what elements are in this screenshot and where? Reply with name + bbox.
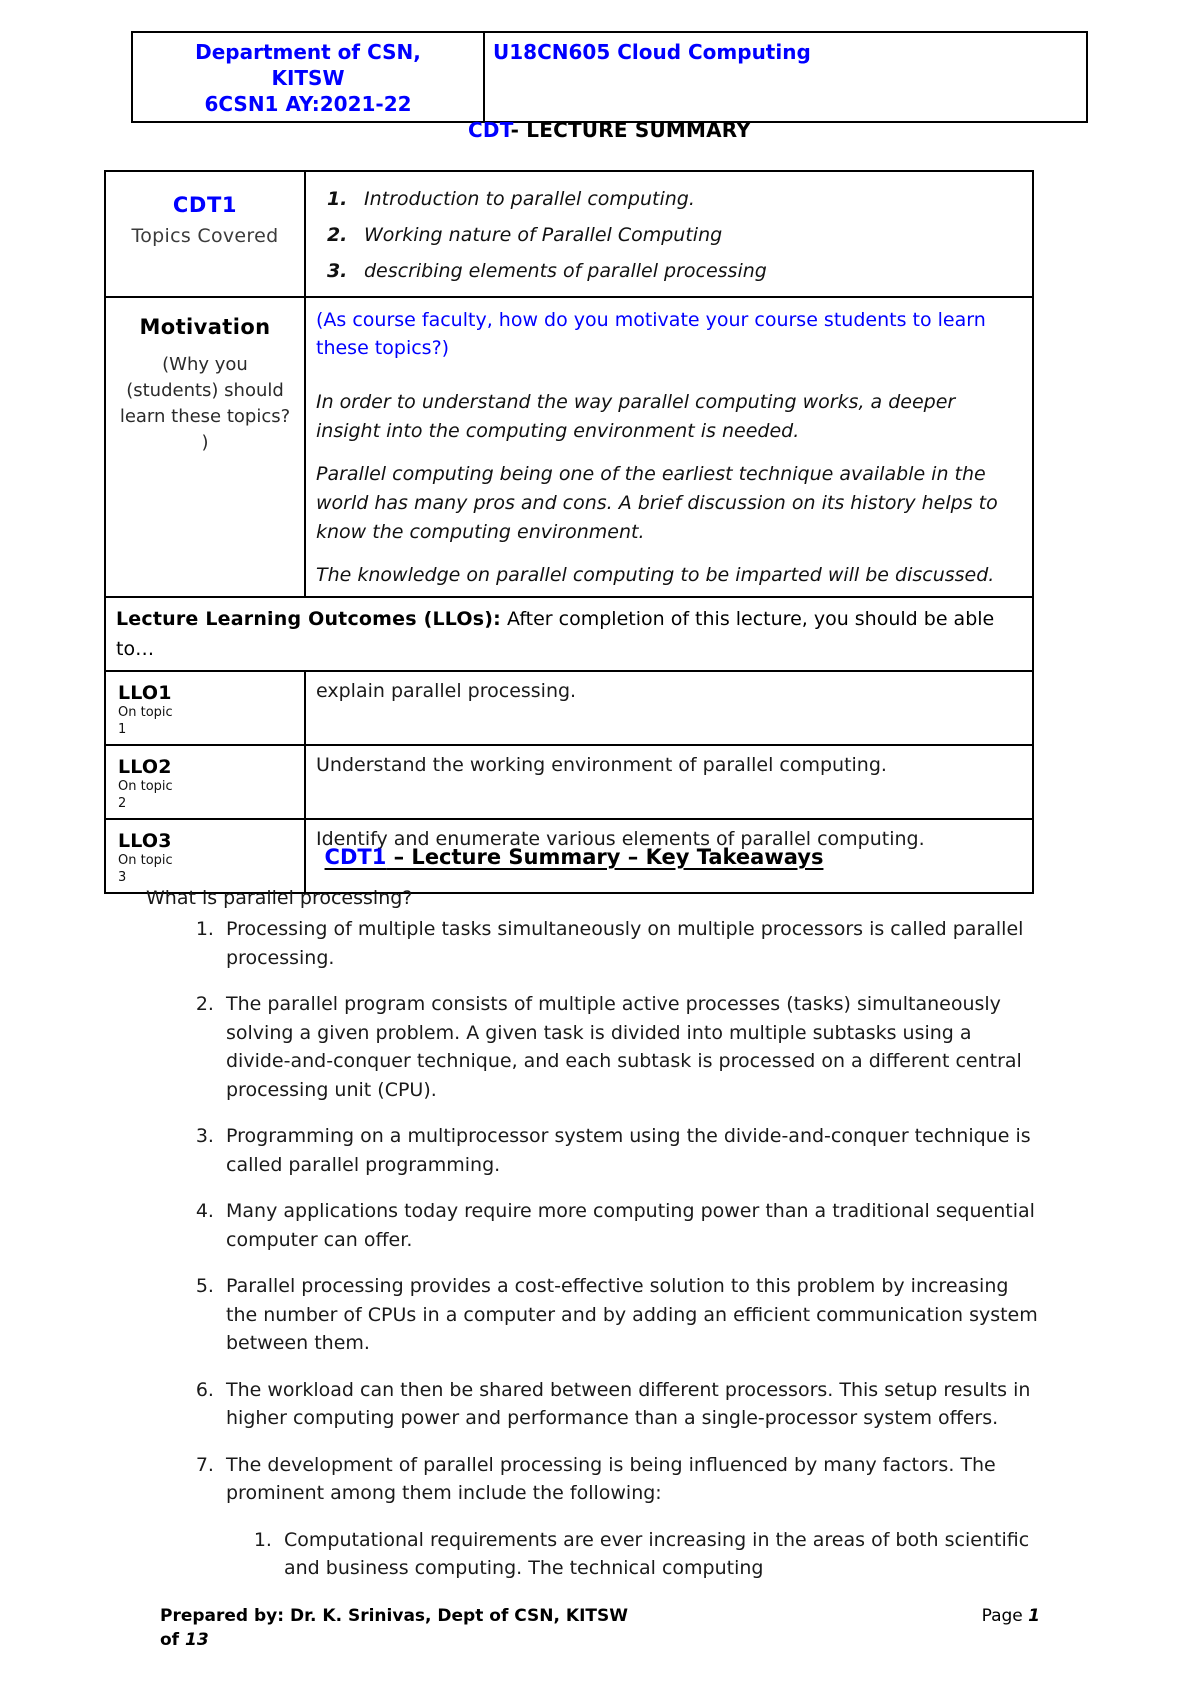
list-item [220,1451,1040,1583]
document-title [131,118,1088,142]
key-takeaways-title [104,845,1044,869]
list-item: 3. Programming on a multiprocessor system using the divide-and-conquer technique is called parallel programming. [220,1122,1040,1179]
llo-tag: LLO2 [118,756,172,778]
llo-tag-cell [105,745,305,819]
topics-label-cell [105,171,305,297]
key-takeaways-title-prefix: CDT1 [324,845,387,869]
motivation-heading: Motivation [139,315,271,339]
topics-content-cell [305,171,1033,297]
list-item: 6. The workload can then be shared between different processors. This setup results in higher computing power and performance than a single-processor system offers. [220,1376,1040,1433]
llo-topic-number: 2 [118,796,127,811]
key-takeaways-intro: What is parallel processing? [146,887,413,909]
llo-topic-number: 1 [118,722,127,737]
llo-text-cell: Understand the working environment of parallel computing. [305,745,1033,819]
llo-header-rest: After completion of this lecture, you should be able to… [116,608,995,660]
list-item: 4. Many applications today require more computing power than a traditional sequential computer can offer. [220,1197,1040,1254]
topics-row [105,171,1033,297]
header-table [131,31,1088,123]
header-department-cell [132,32,484,122]
llo-text-cell: explain parallel processing. [305,671,1033,745]
llo-text-cell: Identify and enumerate various elements of parallel computing. [305,819,1033,893]
header-course-cell: U18CN605 Cloud Computing [484,32,1087,122]
lecture-summary-table [104,170,1034,894]
topic-item: 1. Introduction to parallel computing. [354,182,1022,217]
llo-tag: LLO3 [118,830,172,852]
motivation-content-cell [305,297,1033,597]
llo-topic-number: 3 [118,870,127,885]
topics-cdt-label: CDT1 [172,193,238,217]
document-title-prefix: CDT [468,118,511,142]
footer-prepared-by: Prepared by: Dr. K. Srinivas, Dept of CSN, KITSW [160,1606,628,1626]
sub-list-item: 1. Computational requirements are ever increasing in the areas of both scientific and business computing. The technical computing [278,1526,1040,1583]
motivation-label-cell [105,297,305,597]
llo-tag-cell [105,671,305,745]
llo-header-bold: Lecture Learning Outcomes (LLOs): [116,608,501,630]
list-item: 2. The parallel program consists of multiple active processes (tasks) simultaneously solving a given problem. A given task is divided into multiple subtasks using a divide-and-conquer technique, and each subtask is processed on a different central processing unit (CPU). [220,990,1040,1104]
llo-topic-line: On topic [118,705,173,720]
list-item-text: The development of parallel processing is being influenced by many factors. The prominent among them include the following: [226,1453,996,1504]
footer-total-number: 13 [185,1630,209,1650]
header-row [132,32,1087,122]
footer-row [160,1604,1040,1628]
llo-row [105,671,1033,745]
document-title-rest: - LECTURE SUMMARY [510,118,751,142]
header-dept-line-1: Department of CSN, [195,40,421,64]
motivation-row [105,297,1033,597]
key-takeaways-list [172,915,1040,1601]
llo-topic-line: On topic [118,853,173,868]
motivation-paragraph: In order to understand the way parallel computing works, a deeper insight into the computing environment is needed. [316,391,956,442]
key-takeaways-title-rest: – Lecture Summary – Key Takeaways [386,845,824,869]
header-dept-line-2: KITSW [271,66,345,90]
llo-topic-line: On topic [118,779,173,794]
key-takeaways-sublist [226,1526,1040,1583]
motivation-paragraph: The knowledge on parallel computing to be imparted will be discussed. [316,564,995,586]
footer-of-label: of [160,1630,185,1650]
list-item: 1. Processing of multiple tasks simultaneously on multiple processors is called parallel processing. [220,915,1040,972]
llo-header-row [105,597,1033,671]
topics-list [316,178,1022,289]
motivation-sublabel: (Why you (students) should learn these topics? ) [119,354,291,453]
topic-item: 2. Working nature of Parallel Computing [354,218,1022,253]
llo-header-cell [105,597,1033,671]
footer-page-number: 1 [1028,1606,1040,1626]
footer-page-indicator [982,1604,1040,1628]
footer-total-pages [160,1628,1040,1652]
list-item: 5. Parallel processing provides a cost-effective solution to this problem by increasing the number of CPUs in a computer and by adding an efficient communication system between them. [220,1272,1040,1358]
llo-row [105,745,1033,819]
page-footer [160,1604,1040,1652]
topic-item: 3. describing elements of parallel processing [354,254,1022,289]
header-dept-line-3: 6CSN1 AY:2021-22 [204,92,412,116]
topics-covered-label: Topics Covered [131,225,279,247]
footer-page-label: Page [981,1606,1029,1626]
motivation-paragraph: Parallel computing being one of the earliest technique available in the world has many pros and cons. A brief discussion on its history helps to know the computing environment. [316,463,998,543]
llo-tag: LLO1 [118,682,172,704]
motivation-prompt: (As course faculty, how do you motivate your course students to learn these topics?) [316,309,986,359]
